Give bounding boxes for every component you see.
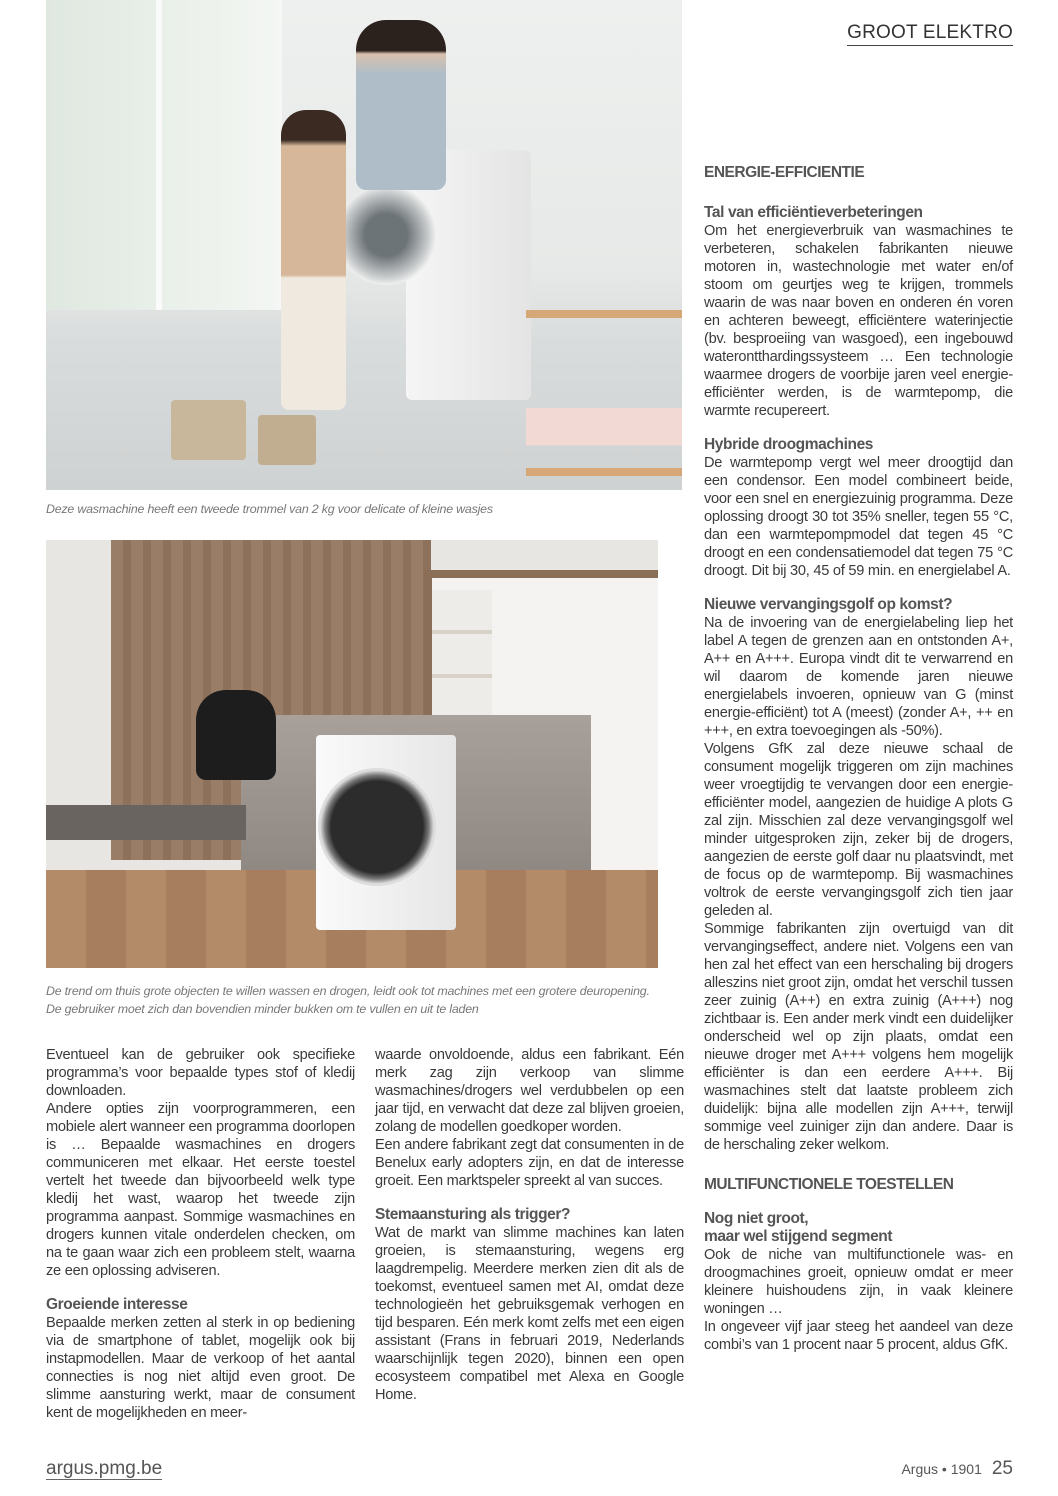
photo-laundry-couple [46, 0, 682, 490]
paragraph: Na de invoering van de energielabeling liep het label A tegen de grenzen aan en ontstonden A+, A++ en A+++. Europa vindt dit te verwarrend en wil daarom de komende jaren nieuwe energielabels invoeren, opnieuw van G (minst energie-efficiënt) tot A (meest) (zonder A+, ++ en +++, en extra toevoegingen als -50%). [704, 615, 1013, 739]
page-number: 25 [991, 1458, 1013, 1479]
paragraph: Volgens GfK zal deze nieuwe schaal de consument mogelijk triggeren om zijn machines weer vroegtijdig te vervangen door een energie-efficiënter model, aangezien de huidige A plots G zal zijn. Misschien zal deze vervangingsgolf wel minder uitgesproken zijn, zeker bij de drogers, aangezien de eerste golf daar nu plaatsvindt, met de focus op de warmtepomp. Bij wasmachines voltrok de eerste vervangingsgolf zich tien jaar geleden al. [704, 741, 1013, 919]
paragraph: Bepaalde merken zetten al sterk in op bediening via de smartphone of tablet, mogelijk ook bij instapmodellen. Maar de verkoop of het aantal connecties is nog niet altijd even groot. De slimme aansturing werkt, maar de consument kent de mogelijkheden en meer- [46, 1315, 355, 1421]
section-heading: ENERGIE-EFFICIENTIE [704, 164, 865, 181]
article-column-3 [704, 164, 1013, 1354]
paragraph: Wat de markt van slimme machines kan laten groeien, is stemaansturing, wegens erg laagdrempelig. Meerdere merken zien dit als de toekomst, eventueel samen met AI, omdat deze technologieën het gebruiksgemak verhogen en tijd besparen. Eén merk komt zelfs met een eigen assistant (Frans in februari 2019, Nederlands waarschijnlijk tegen 2020), binnen een open ecosysteem compatibel met Alexa en Google Home. [375, 1225, 684, 1403]
photo-caption: Deze wasmachine heeft een tweede trommel van 2 kg voor delicate of kleine wasjes [46, 502, 493, 516]
paragraph: In ongeveer vijf jaar steeg het aandeel van deze combi’s van 1 procent naar 5 procent, aldus GfK. [704, 1319, 1013, 1353]
article-column-1 [46, 1046, 355, 1422]
photo-caption: De trend om thuis grote objecten te willen wassen en drogen, leidt ook tot machines met een grotere deuropening. De gebruiker moet zich dan bovendien minder bukken om te vullen en uit te laden [46, 984, 650, 1016]
paragraph: Sommige fabrikanten zijn overtuigd van dit vervangingseffect, andere niet. Volgens een van hen zal het effect van een herschaling bij drogers alleszins niet groot zijn, omdat het verschil tussen zeer zuinig (A++) en extra zuinig (A+++) nog zichtbaar is. Een ander merk vindt een duidelijker onderscheid wel op zijn plaats, omdat een nieuwe droger met A+++ volgens hem mogelijk efficiënter is dan een eerdere A+++. Bij wasmachines stelt dat laatste probleem zich duidelijk: bijna alle modellen zijn A+++, terwijl sommige veel zuiniger zijn dan andere. Daar is de herschaling zeker welkom. [704, 921, 1013, 1153]
subheading: Groeiende interesse [46, 1296, 188, 1313]
paragraph: Andere opties zijn voorprogrammeren, een mobiele alert wanneer een programma doorlopen is … Bepaalde wasmachines en drogers communiceren met elkaar. Het eerste toestel vertelt het tweede dan bijvoorbeeld welk type kledij het wast, waarop het tweede zijn programma aanpast. Sommige wasmachines en drogers kunnen vitale onderdelen checken, om na te gaan waar zich een probleem stelt, waarna ze een oplossing adviseren. [46, 1101, 355, 1279]
paragraph: Ook de niche van multifunctionele was- en droogmachines groeit, opnieuw omdat er meer kleinere huishoudens zijn, in vaak kleinere woningen … [704, 1247, 1013, 1317]
subheading: Stemaansturing als trigger? [375, 1206, 571, 1223]
window-frame [156, 0, 162, 310]
man-figure [356, 20, 446, 190]
photo-washer-livingroom [46, 540, 658, 968]
section-tag: GROOT ELEKTRO [847, 22, 1013, 46]
website-link[interactable]: argus.pmg.be [46, 1458, 163, 1479]
subheading: Tal van efficiëntieverbeteringen [704, 204, 923, 221]
subheading: Hybride droogmachines [704, 436, 874, 453]
basket [171, 400, 246, 460]
publication-issue: Argus • 1901 [901, 1461, 982, 1477]
subheading: maar wel stijgend segment [704, 1228, 893, 1245]
rug [46, 805, 246, 840]
paragraph: waarde onvoldoende, aldus een fabrikant. Eén merk zag zijn verkoop van slimme wasmachines/drogers wel verdubbelen op een jaar tijd, en verwacht dat deze zal blijven groeien, zolang de modellen goedkoper worden. [375, 1047, 684, 1135]
subheading: Nieuwe vervangingsgolf op komst? [704, 596, 953, 613]
subheading: Nog niet groot, [704, 1210, 809, 1227]
paragraph: De warmtepomp vergt wel meer droogtijd dan een condensor. Een model combineert beide, voor een snel en energiezuinig programma. Deze oplossing droogt 30 tot 35% sneller, tegen 55 °C, dan een warmtepompmodel dat tegen 45 °C droogt en een condensatiemodel dat tegen 75 °C droogt. Dit bij 30, 45 of 59 min. en energielabel A. [704, 455, 1013, 579]
woman-figure [281, 110, 346, 410]
paragraph: Een andere fabrikant zegt dat consumenten in de Benelux early adopters zijn, en dat de interesse groeit. Een marktspeler spreekt al van succes. [375, 1137, 684, 1189]
washer-door [336, 185, 436, 285]
window [46, 0, 282, 310]
chair [196, 690, 276, 780]
washing-machine-door [318, 768, 436, 886]
shelf [526, 310, 682, 476]
article-column-2 [375, 1046, 684, 1404]
basket [258, 415, 316, 465]
paragraph: Eventueel kan de gebruiker ook specifieke programma’s voor bepaalde types stof of kledij downloaden. [46, 1047, 355, 1099]
paragraph: Om het energieverbruik van wasmachines te verbeteren, schakelen fabrikanten nieuwe motoren in, wastechnologie met water en/of stoom om geurtjes weg te krijgen, trommels waarin de was naar boven en onderen én voren en achteren beweegt, efficiëntere waterinjectie (bv. besproeiing van wasgoed), een ingebouwd waterontthardingssysteem … Een technologie waarmee drogers de voorbije jaren veel energie-efficiënter werden, is de warmtepomp, die warmte recupereert. [704, 223, 1013, 419]
section-heading: MULTIFUNCTIONELE TOESTELLEN [704, 1176, 954, 1193]
page-footer [901, 1458, 1013, 1480]
